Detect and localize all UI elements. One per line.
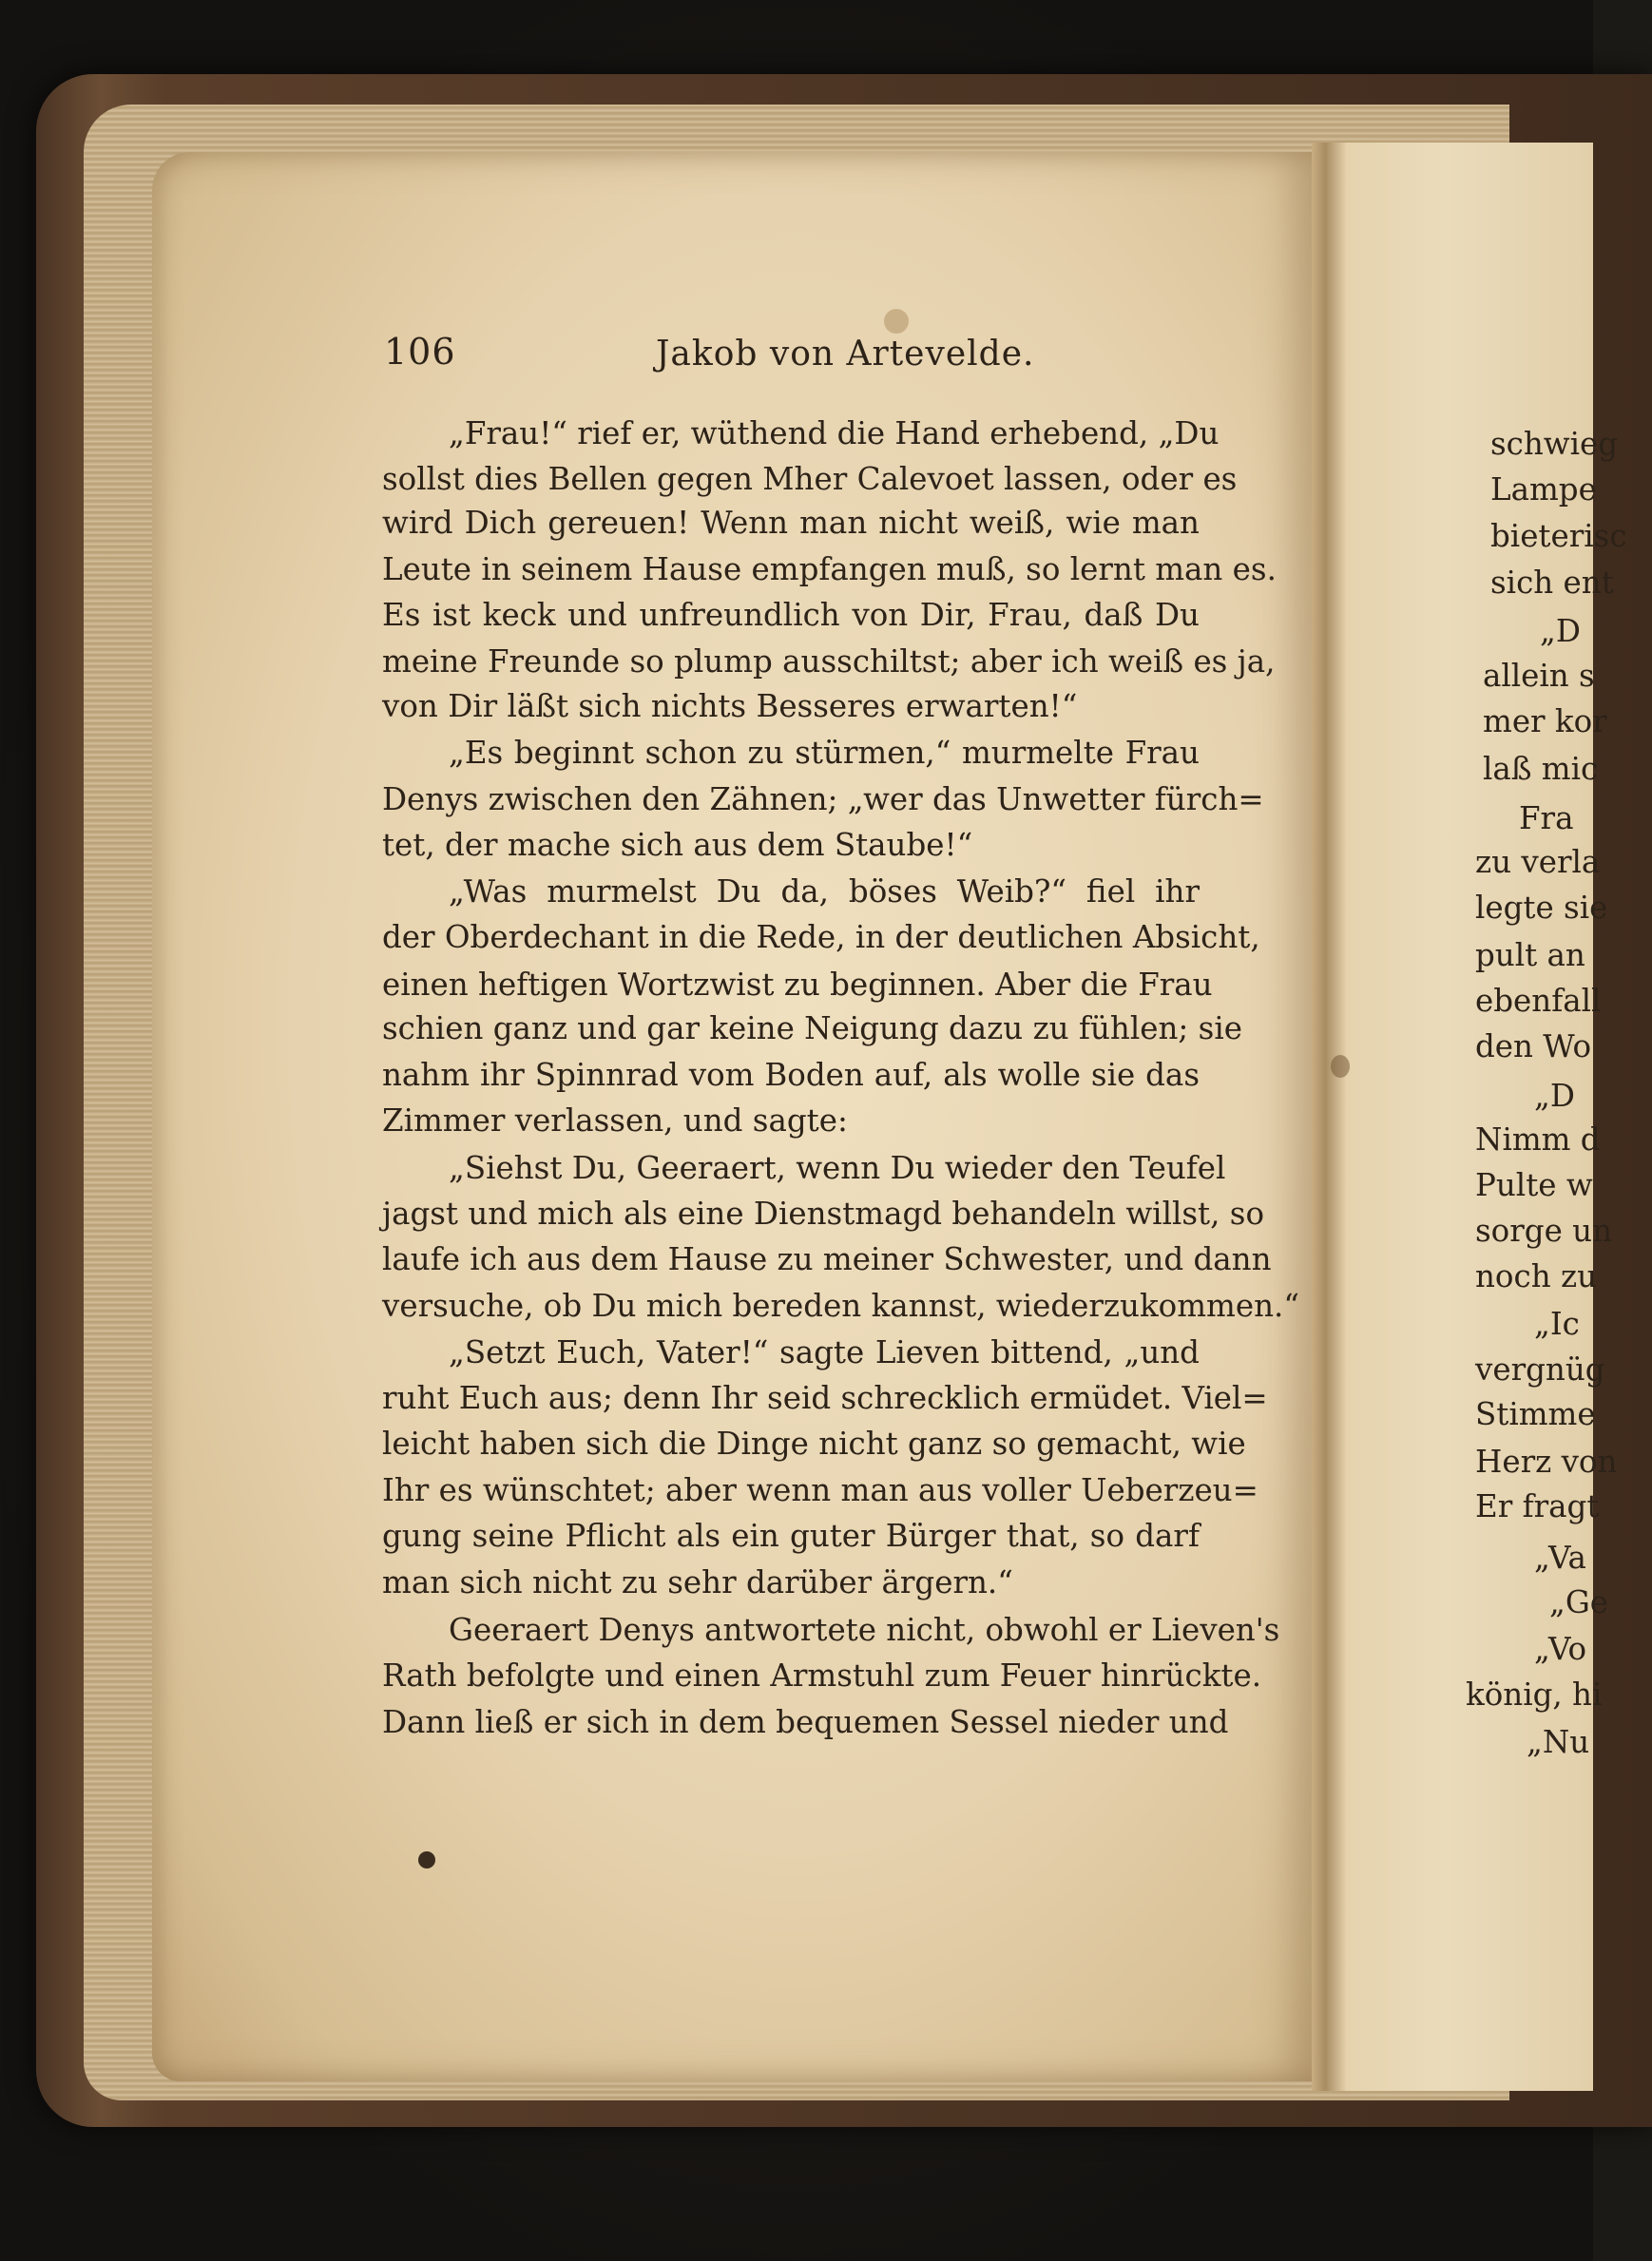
right-text-fragment: legte sie [1475, 890, 1608, 926]
text-line: Geeraert Denys antwortete nicht, obwohl er Lieven's [449, 1612, 1280, 1648]
right-text-fragment: Pulte w [1475, 1167, 1593, 1203]
text-line: wird Dich gereuen! Wenn man nicht weiß, wie man [382, 505, 1200, 541]
right-text-fragment: schwieg [1490, 426, 1619, 462]
right-text-fragment: „Vo [1534, 1631, 1587, 1667]
text-line: Ihr es wünschtet; aber wenn man aus voller Ueberzeu= [382, 1472, 1258, 1508]
text-line: „Frau!“ rief er, wüthend die Hand erhebend, „Du [449, 415, 1220, 451]
right-text-fragment: zu verla [1475, 844, 1601, 880]
text-line: „Was murmelst Du da, böses Weib?“ fiel ihr [449, 873, 1200, 910]
right-text-fragment: Fra [1519, 800, 1574, 836]
text-line: laufe ich aus dem Hause zu meiner Schwester, und dann [382, 1241, 1272, 1277]
right-text-fragment: Er fragt [1475, 1488, 1600, 1524]
right-text-fragment: „Ic [1534, 1306, 1580, 1342]
text-line: man sich nicht zu sehr darüber ärgern.“ [382, 1564, 1013, 1600]
text-line: jagst und mich als eine Dienstmagd behandeln willst, so [382, 1196, 1265, 1232]
page-number: 106 [384, 331, 456, 373]
text-line: gung seine Pflicht als ein guter Bürger that, so darf [382, 1518, 1200, 1554]
right-text-fragment: „Va [1534, 1540, 1586, 1576]
foxing-stain [1331, 1055, 1350, 1078]
text-line: „Siehst Du, Geeraert, wenn Du wieder den Teufel [449, 1150, 1226, 1186]
text-line: „Setzt Euch, Vater!“ sagte Lieven bittend, „und [449, 1334, 1200, 1370]
text-line: Denys zwischen den Zähnen; „wer das Unwetter fürch= [382, 781, 1264, 817]
right-text-fragment: „D [1534, 1078, 1575, 1114]
text-line: schien ganz und gar keine Neigung dazu zu fühlen; sie [382, 1010, 1242, 1046]
right-text-fragment: Stimme [1475, 1396, 1596, 1432]
right-text-fragment: allein s [1483, 658, 1595, 694]
right-text-fragment: „Nu [1527, 1724, 1590, 1760]
text-line: von Dir läßt sich nichts Besseres erwarten!“ [382, 688, 1078, 724]
right-text-fragment: noch zu [1475, 1258, 1598, 1294]
right-text-fragment: sich ent [1490, 565, 1614, 601]
text-line: Dann ließ er sich in dem bequemen Sessel nieder und [382, 1704, 1229, 1740]
text-line: der Oberdechant in die Rede, in der deutlichen Absicht, [382, 919, 1260, 955]
text-line: leicht haben sich die Dinge nicht ganz so gemacht, wie [382, 1426, 1246, 1462]
right-text-fragment: sorge un [1475, 1213, 1613, 1249]
text-line: „Es beginnt schon zu stürmen,“ murmelte Frau [449, 735, 1200, 771]
right-text-fragment: ebenfall [1475, 983, 1602, 1019]
running-title: Jakob von Artevelde. [656, 335, 1035, 374]
right-text-fragment: Lampe [1490, 471, 1597, 508]
foxing-stain [884, 309, 909, 334]
text-line: sollst dies Bellen gegen Mher Calevoet lassen, oder es [382, 461, 1238, 497]
right-text-fragment: bieterisc [1490, 518, 1627, 554]
text-line: Rath befolgte und einen Armstuhl zum Feuer hinrückte. [382, 1657, 1262, 1694]
text-line: nahm ihr Spinnrad vom Boden auf, als wolle sie das [382, 1057, 1200, 1093]
text-line: Leute in seinem Hause empfangen muß, so lernt man es. [382, 551, 1277, 587]
right-text-fragment: „Ge [1549, 1584, 1609, 1620]
right-text-fragment: Nimm d [1475, 1121, 1601, 1158]
text-line: Zimmer verlassen, und sagte: [382, 1102, 848, 1139]
right-text-fragment: „D [1540, 613, 1581, 649]
text-line: einen heftigen Wortzwist zu beginnen. Aber die Frau [382, 967, 1213, 1003]
right-text-fragment: pult an [1475, 937, 1585, 973]
right-text-fragment: mer kor [1483, 703, 1607, 739]
right-text-fragment: könig, hi [1466, 1677, 1603, 1713]
text-line: Es ist keck und unfreundlich von Dir, Frau, daß Du [382, 597, 1200, 633]
right-text-fragment: laß mic [1483, 751, 1599, 787]
text-line: versuche, ob Du mich bereden kannst, wiederzukommen.“ [382, 1288, 1299, 1324]
text-line: ruht Euch aus; denn Ihr seid schrecklich ermüdet. Viel= [382, 1380, 1268, 1416]
text-line: meine Freunde so plump ausschiltst; aber ich weiß es ja, [382, 643, 1276, 680]
right-text-fragment: den Wo [1475, 1028, 1592, 1064]
right-text-fragment: Herz von [1475, 1444, 1618, 1480]
right-text-fragment: vergnüg [1475, 1351, 1605, 1388]
ink-dot [418, 1851, 435, 1868]
text-line: tet, der mache sich aus dem Staube!“ [382, 827, 973, 863]
book-gutter [1312, 143, 1346, 2091]
